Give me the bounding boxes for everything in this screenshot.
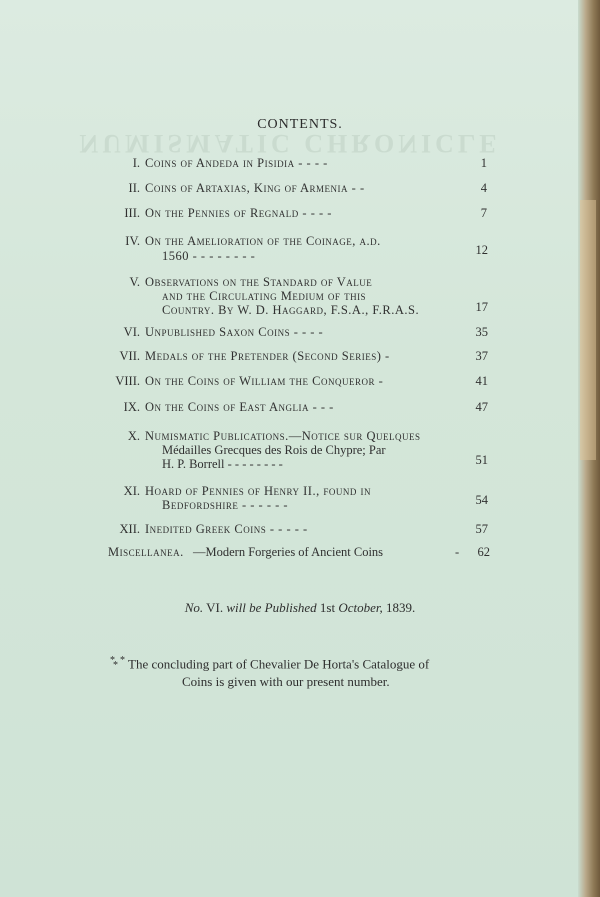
entry-title: On the Coins of William the Conqueror -	[145, 374, 384, 388]
entry-page: 62	[477, 545, 490, 559]
note-line1: The concluding part of Chevalier De Horta's Catalogue of	[128, 656, 430, 672]
catalogue-note-line2	[182, 674, 390, 690]
asterism-icon: *	[113, 660, 118, 671]
entry-number: II.	[128, 181, 140, 195]
entry-title: Inedited Greek Coins - - - - -	[145, 522, 308, 536]
entry-title: On the Pennies of Regnald - - - -	[145, 206, 332, 220]
entry-title: Observations on the Standard of Value	[145, 275, 373, 289]
entry-title-cont: and the Circulating Medium of this	[162, 289, 367, 303]
page-title: CONTENTS.	[257, 117, 343, 132]
notice-year: 1839.	[386, 600, 416, 615]
entry-title-cont: Country. By W. D. Haggard, F.S.A., F.R.A.S.	[162, 303, 420, 317]
entry-page: 57	[475, 522, 488, 536]
entry-page: 41	[475, 374, 488, 388]
asterism-icon: *	[120, 655, 125, 666]
entry-title-cont: 1560 - - - - - - - -	[162, 249, 256, 263]
entry-page: 37	[475, 349, 488, 363]
entry-number: VIII.	[115, 374, 140, 388]
entry-number: I.	[132, 156, 140, 170]
entry-title: On the Amelioration of the Coinage, a.d.	[145, 234, 381, 248]
entry-number: XII.	[119, 522, 140, 536]
entry-title-cont: Bedfordshire - - - - - -	[162, 498, 289, 512]
entry-page: 7	[480, 206, 487, 220]
entry-number: X.	[127, 429, 140, 443]
entry-title: Coins of Andeda in Pisidia - - - -	[145, 156, 328, 170]
entry-page: 47	[475, 400, 488, 414]
entry-number: III.	[124, 206, 140, 220]
notice-part: will be Published	[226, 600, 317, 615]
entry-title: Coins of Artaxias, King of Armenia - -	[145, 181, 365, 195]
entry-title: Numismatic Publications.—Notice sur Quelques	[145, 429, 421, 443]
entry-title: On the Coins of East Anglia - - -	[145, 400, 334, 414]
notice-part: October,	[338, 600, 383, 615]
entry-title-cont: Médailles Grecques des Rois de Chypre; Par	[162, 443, 386, 457]
entry-number: VII.	[119, 349, 140, 363]
entry-number: IX.	[123, 400, 140, 414]
entry-number: XI.	[123, 484, 140, 498]
entry-page: 35	[475, 325, 488, 339]
notice-date: 1st	[319, 600, 336, 615]
misc-dash: -	[455, 545, 460, 559]
entry-title-cont: H. P. Borrell - - - - - - - -	[162, 457, 283, 471]
catalogue-note-line1	[110, 655, 429, 672]
entry-number: IV.	[125, 234, 140, 248]
entry-title: Medals of the Pretender (Second Series) -	[145, 349, 390, 363]
entry-title: Unpublished Saxon Coins - - - -	[145, 325, 324, 339]
entry-page: 54	[475, 493, 488, 507]
entry-number: V.	[129, 275, 140, 289]
notice-number: VI.	[206, 600, 224, 615]
entry-page: 12	[475, 243, 488, 257]
entry-page: 51	[475, 453, 488, 467]
bleed-through-text: NUMISMATIC CHRONICLE	[79, 129, 501, 158]
entry-page: 17	[475, 300, 488, 314]
publication-notice	[0, 600, 600, 616]
misc-lead: Miscellanea.	[108, 545, 184, 559]
entry-page: 4	[480, 181, 487, 195]
misc-text: —Modern Forgeries of Ancient Coins	[193, 545, 384, 559]
entry-title: Hoard of Pennies of Henry II., found in	[145, 484, 371, 498]
asterism-icon: *	[110, 655, 115, 666]
note-line2: Coins is given with our present number.	[182, 674, 390, 689]
notice-part: No.	[184, 600, 204, 615]
entry-number: VI.	[123, 325, 140, 339]
entry-page: 1	[480, 156, 487, 170]
